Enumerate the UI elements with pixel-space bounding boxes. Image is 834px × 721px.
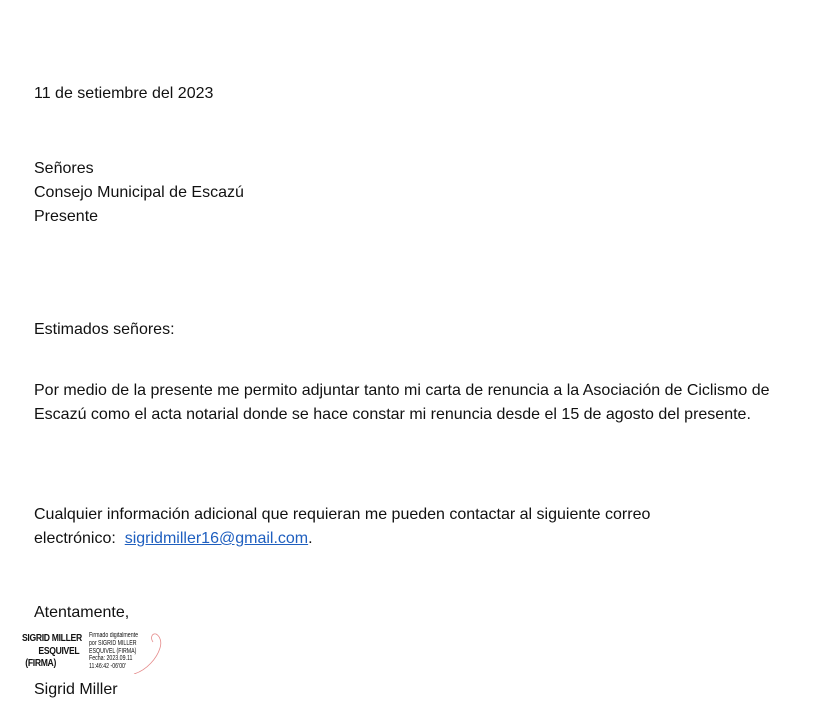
signature-meta-line-2: por SIGRID MILLER	[89, 639, 137, 647]
signature-name-line-1: SIGRID MILLER	[22, 632, 82, 644]
closing: Atentamente,	[34, 604, 130, 621]
contact-text: Cualquier información adicional que requieran me pueden contactar al siguiente correo electrónico:	[34, 506, 651, 547]
recipient-line-1: Señores	[34, 160, 94, 177]
signature-meta-line-3: ESQUIVEL (FIRMA)	[89, 647, 137, 655]
contact-end-punctuation: .	[308, 530, 313, 547]
signature-meta-line-4: Fecha: 2023.09.11	[89, 655, 133, 663]
signature-pen-stroke	[22, 630, 222, 674]
letter-date: 11 de setiembre del 2023	[34, 85, 214, 102]
signer-name: Sigrid Miller	[34, 681, 118, 698]
body-paragraph: Por medio de la presente me permito adjuntar tanto mi carta de renuncia a la Asociación de Ciclismo de Escazú como el acta notarial donde se hace constar mi renuncia desde el 15 de agosto del presente.	[34, 382, 770, 423]
signature-meta-line-5: 11:46:42 -06'00'	[89, 663, 126, 671]
signature-name-line-3: (FIRMA)	[25, 657, 56, 669]
recipient-line-3: Presente	[34, 208, 99, 225]
signature-name-line-2: ESQUIVEL	[38, 644, 80, 657]
contact-email-link[interactable]: sigridmiller16@gmail.com	[124, 530, 309, 547]
salutation: Estimados señores:	[34, 321, 175, 338]
signature-meta-line-1: Firmado digitalmente	[89, 632, 139, 639]
digital-signature-stamp	[22, 630, 222, 674]
recipient-line-2: Consejo Municipal de Escazú	[34, 184, 244, 201]
contact-paragraph	[34, 503, 714, 551]
